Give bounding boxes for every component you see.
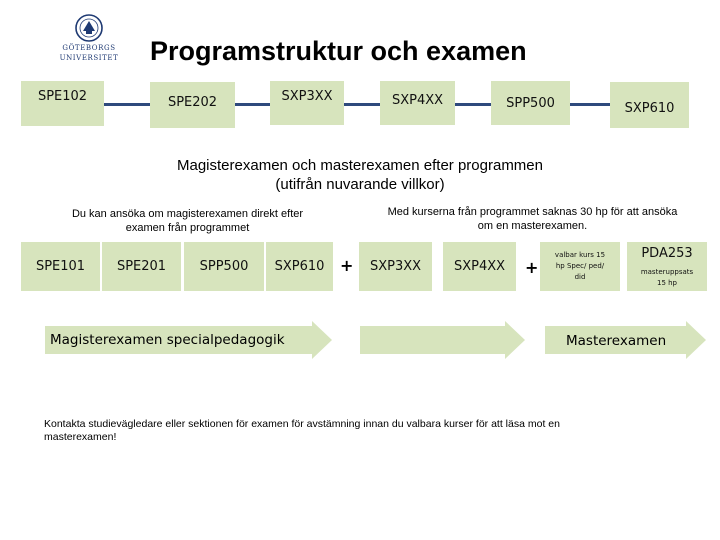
arrow-middle: [360, 321, 525, 359]
course-code: SPE201: [116, 259, 167, 274]
course-code: SXP3XX: [369, 259, 422, 274]
course-code: SXP610: [274, 259, 325, 274]
course-code: SPP500: [199, 259, 249, 274]
arrow-master-label: Masterexamen: [566, 333, 667, 349]
page-title: Programstruktur och examen: [150, 36, 527, 66]
elective-line-2: hp Spec/ ped/: [555, 262, 605, 270]
logo-line-2: UNIVERSITET: [59, 54, 119, 62]
footer-line-2: masterexamen!: [44, 431, 117, 443]
elective-line-1: valbar kurs 15: [554, 251, 606, 259]
degree-heading-line-1: Magisterexamen och masterexamen efter programmen: [177, 157, 543, 174]
course-code: SPE202: [167, 95, 218, 110]
degree-heading-line-2: (utifrån nuvarande villkor): [275, 176, 445, 193]
course-code: SPE102: [37, 89, 88, 104]
thesis-code: PDA253: [641, 245, 693, 261]
note-magister-line-2: examen från programmet: [125, 222, 250, 234]
footer-line-1: Kontakta studievägledare eller sektionen för examen för avstämning innan du valbara kurser för att läsa mot en: [44, 418, 560, 430]
course-code: SXP3XX: [281, 89, 333, 104]
footer-note: [44, 418, 684, 444]
thesis-line-2: 15 hp: [656, 278, 677, 287]
course-code: SXP4XX: [453, 259, 506, 274]
course-code: SXP4XX: [391, 93, 444, 108]
course-code: SPE101: [35, 259, 86, 274]
note-master-line-2: om en masterexamen.: [477, 220, 588, 232]
note-magister-line-1: Du kan ansöka om magisterexamen direkt efter: [71, 208, 304, 220]
plus-sign: +: [340, 256, 354, 275]
elective-line-3: did: [574, 273, 586, 281]
arrow-magister-label: Magisterexamen specialpedagogik: [50, 332, 285, 348]
thesis-line-1: masteruppsats: [640, 267, 694, 276]
logo-line-1: GÖTEBORGS: [62, 44, 116, 52]
note-master-line-1: Med kurserna från programmet saknas 30 hp för att ansöka: [387, 206, 678, 218]
course-code: SPP500: [506, 95, 555, 111]
course-code: SXP610: [624, 100, 675, 116]
plus-sign: +: [525, 258, 539, 277]
